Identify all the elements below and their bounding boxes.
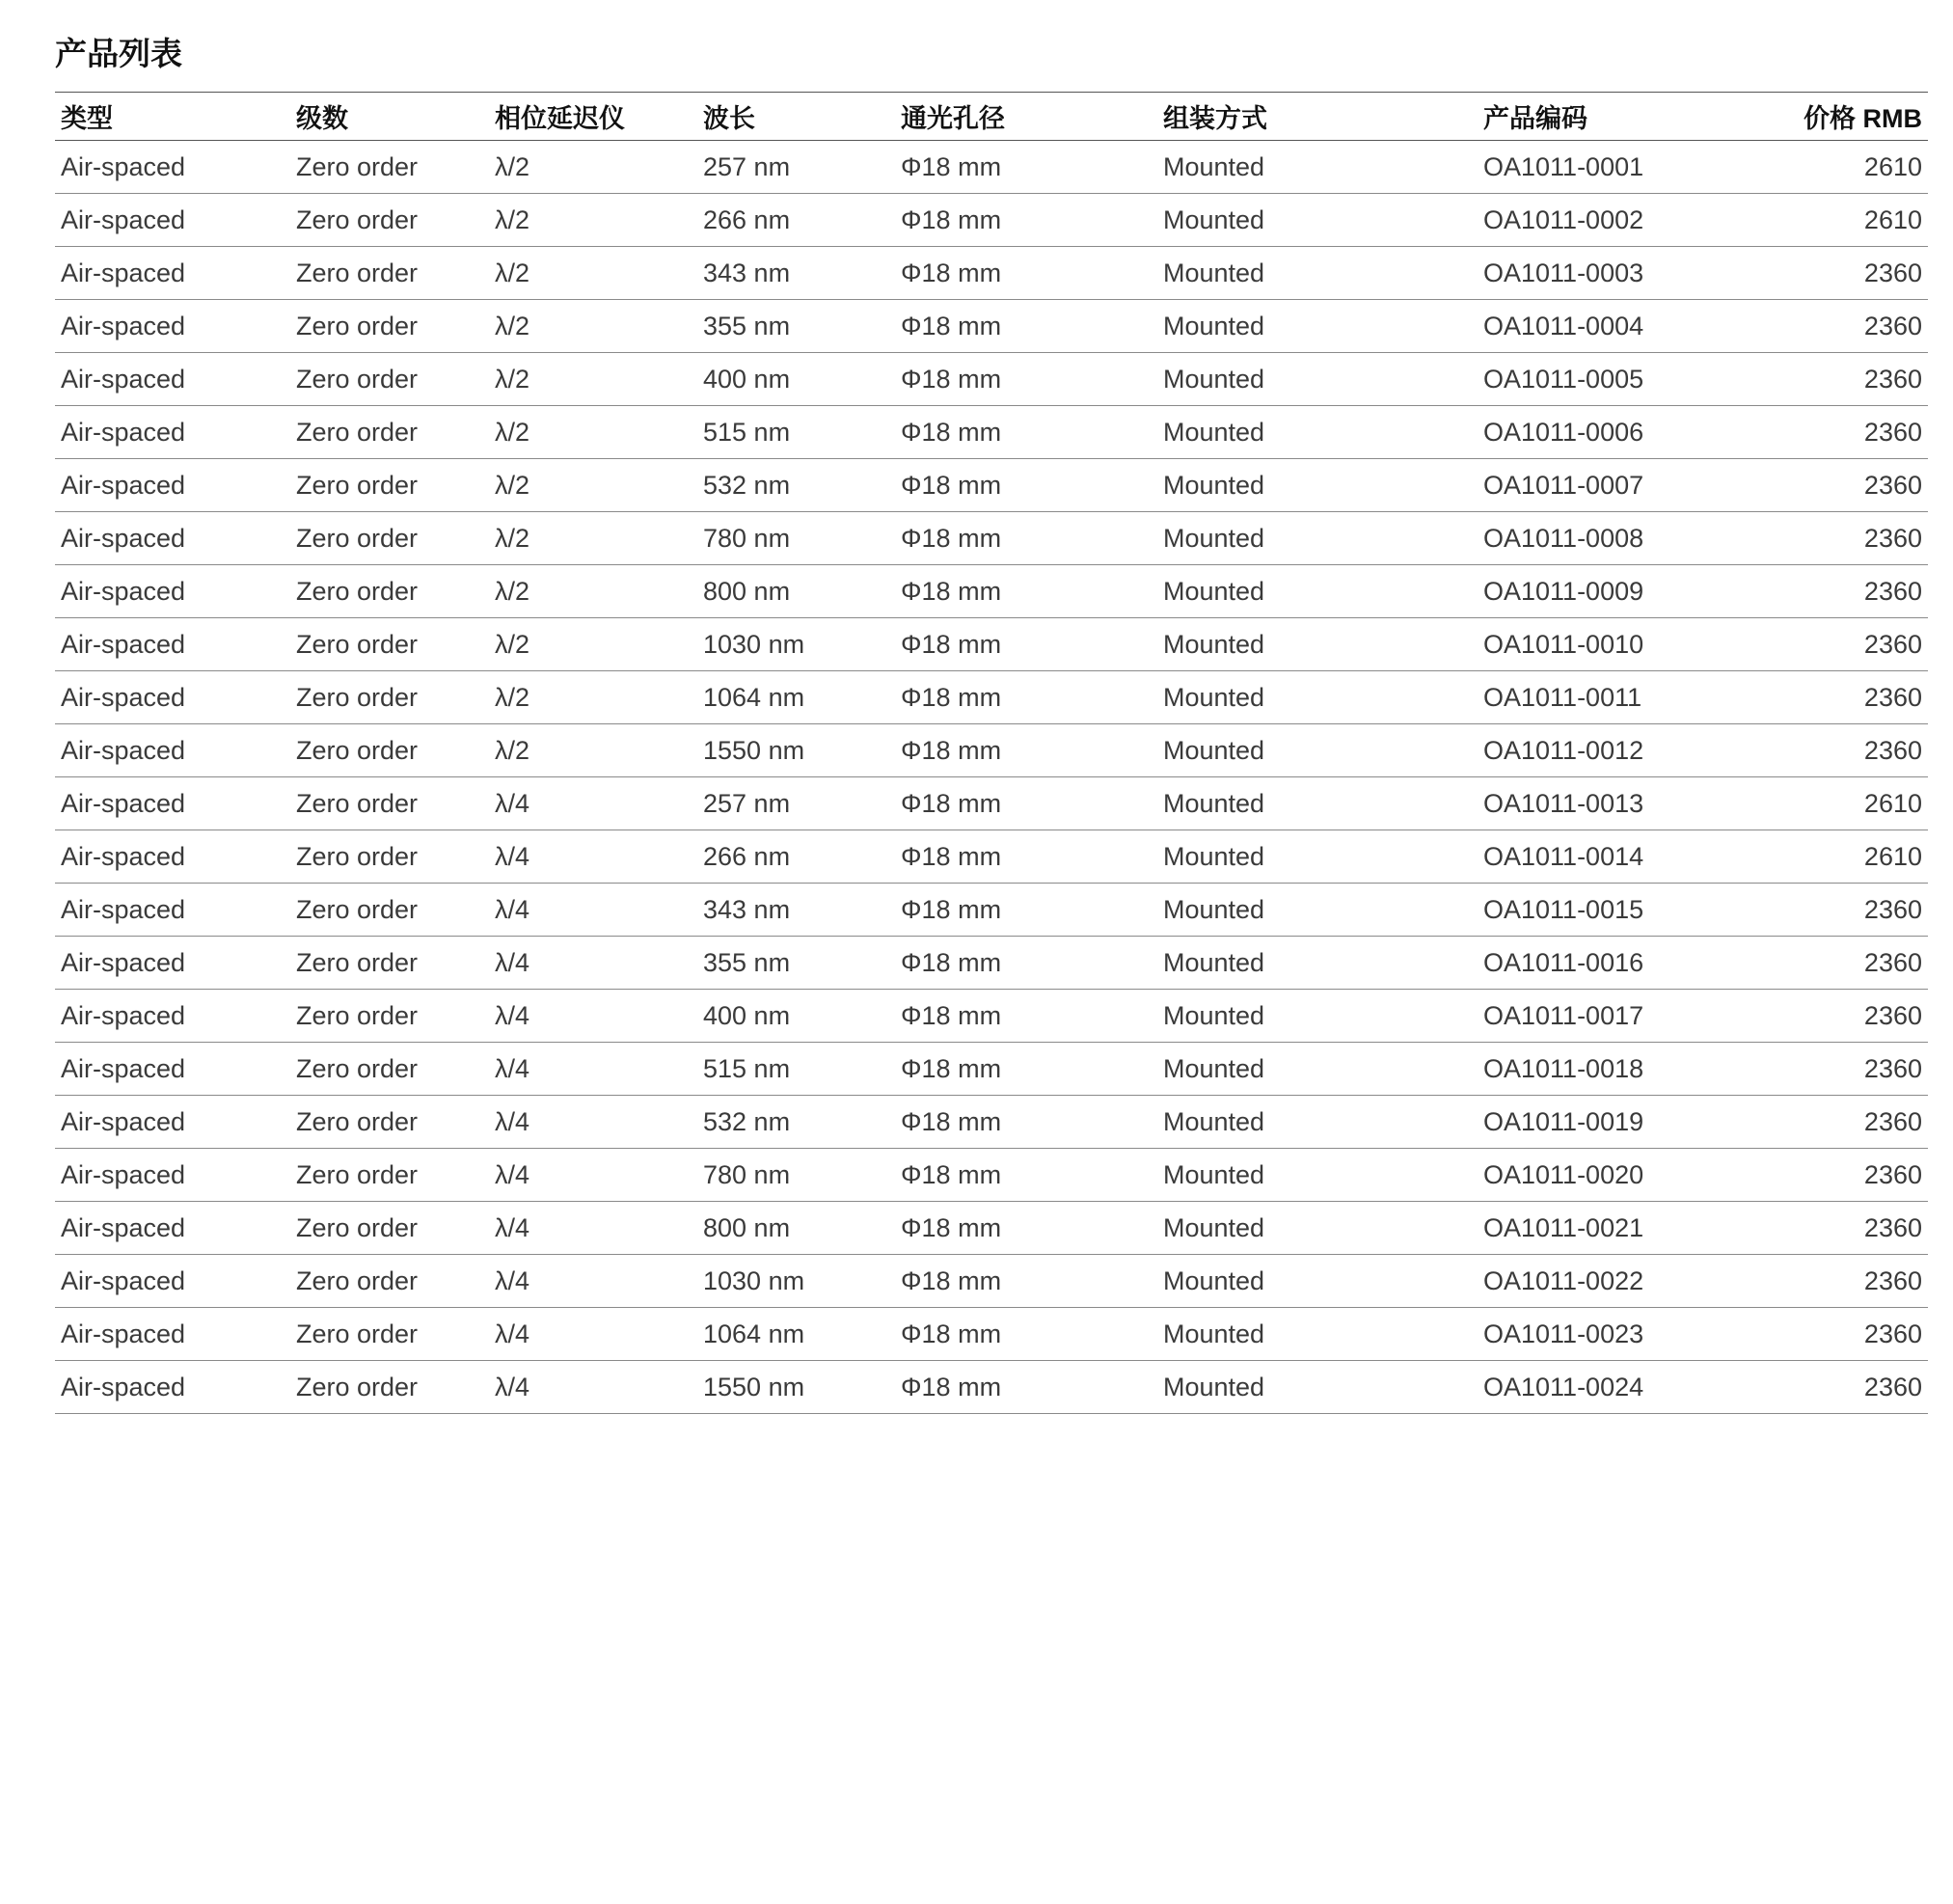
cell-wavelength: 343 nm <box>703 258 791 287</box>
cell-price: 2610 <box>1863 788 1922 818</box>
cell-mounting: Mounted <box>1163 576 1265 606</box>
cell-type: Air-spaced <box>61 1106 186 1136</box>
cell-clear-aperture: Φ18 mm <box>901 1159 1002 1189</box>
cell-wavelength: 1550 nm <box>703 735 805 765</box>
cell-clear-aperture: Φ18 mm <box>901 735 1002 765</box>
header-mounting: 组装方式 <box>1163 104 1267 133</box>
cell-product-code: OA1011-0017 <box>1483 1000 1644 1030</box>
cell-retardation: λ/4 <box>495 1212 530 1242</box>
cell-mounting: Mounted <box>1163 258 1265 287</box>
cell-order: Zero order <box>296 151 419 181</box>
product-table-container <box>55 92 1928 1414</box>
cell-type: Air-spaced <box>61 204 186 234</box>
cell-mounting: Mounted <box>1163 788 1265 818</box>
cell-type: Air-spaced <box>61 788 186 818</box>
cell-order: Zero order <box>296 894 419 924</box>
cell-price: 2610 <box>1863 151 1922 181</box>
cell-clear-aperture: Φ18 mm <box>901 576 1002 606</box>
cell-wavelength: 780 nm <box>703 1159 791 1189</box>
cell-product-code: OA1011-0007 <box>1483 470 1644 500</box>
cell-retardation: λ/2 <box>495 311 530 340</box>
cell-product-code: OA1011-0013 <box>1483 788 1644 818</box>
cell-clear-aperture: Φ18 mm <box>901 1000 1002 1030</box>
cell-retardation: λ/2 <box>495 151 530 181</box>
cell-mounting: Mounted <box>1163 523 1265 553</box>
header-type: 类型 <box>61 104 113 133</box>
cell-clear-aperture: Φ18 mm <box>901 841 1002 871</box>
cell-wavelength: 532 nm <box>703 470 791 500</box>
cell-order: Zero order <box>296 629 419 659</box>
cell-type: Air-spaced <box>61 682 186 712</box>
cell-price: 2360 <box>1863 735 1922 765</box>
cell-mounting: Mounted <box>1163 204 1265 234</box>
cell-clear-aperture: Φ18 mm <box>901 1106 1002 1136</box>
cell-wavelength: 1030 nm <box>703 629 805 659</box>
cell-mounting: Mounted <box>1163 894 1265 924</box>
cell-retardation: λ/2 <box>495 204 530 234</box>
table-row <box>55 1308 1928 1361</box>
cell-clear-aperture: Φ18 mm <box>901 788 1002 818</box>
cell-wavelength: 355 nm <box>703 311 791 340</box>
table-row <box>55 406 1928 459</box>
table-row <box>55 937 1928 990</box>
header-order: 级数 <box>296 104 348 133</box>
cell-wavelength: 266 nm <box>703 204 791 234</box>
cell-mounting: Mounted <box>1163 1000 1265 1030</box>
cell-type: Air-spaced <box>61 894 186 924</box>
cell-product-code: OA1011-0003 <box>1483 258 1644 287</box>
table-row <box>55 1149 1928 1202</box>
cell-price: 2360 <box>1863 258 1922 287</box>
cell-product-code: OA1011-0009 <box>1483 576 1644 606</box>
cell-order: Zero order <box>296 417 419 447</box>
cell-price: 2360 <box>1863 629 1922 659</box>
cell-mounting: Mounted <box>1163 1106 1265 1136</box>
cell-wavelength: 257 nm <box>703 151 791 181</box>
cell-retardation: λ/4 <box>495 1053 530 1083</box>
cell-order: Zero order <box>296 1106 419 1136</box>
table-row <box>55 565 1928 618</box>
cell-retardation: λ/4 <box>495 1106 530 1136</box>
cell-clear-aperture: Φ18 mm <box>901 311 1002 340</box>
table-row <box>55 777 1928 830</box>
cell-retardation: λ/4 <box>495 1159 530 1189</box>
cell-mounting: Mounted <box>1163 841 1265 871</box>
table-row <box>55 830 1928 884</box>
cell-order: Zero order <box>296 1319 419 1348</box>
table-row <box>55 300 1928 353</box>
cell-clear-aperture: Φ18 mm <box>901 894 1002 924</box>
cell-mounting: Mounted <box>1163 735 1265 765</box>
cell-retardation: λ/2 <box>495 682 530 712</box>
cell-type: Air-spaced <box>61 576 186 606</box>
cell-retardation: λ/2 <box>495 735 530 765</box>
cell-retardation: λ/4 <box>495 947 530 977</box>
header-row <box>55 93 1928 141</box>
cell-price: 2610 <box>1863 204 1922 234</box>
cell-wavelength: 515 nm <box>703 417 791 447</box>
table-row <box>55 247 1928 300</box>
cell-price: 2360 <box>1863 682 1922 712</box>
table-row <box>55 671 1928 724</box>
product-table <box>55 92 1928 1414</box>
cell-order: Zero order <box>296 470 419 500</box>
cell-mounting: Mounted <box>1163 1372 1265 1401</box>
cell-clear-aperture: Φ18 mm <box>901 523 1002 553</box>
cell-order: Zero order <box>296 311 419 340</box>
cell-clear-aperture: Φ18 mm <box>901 682 1002 712</box>
cell-order: Zero order <box>296 1212 419 1242</box>
cell-product-code: OA1011-0010 <box>1483 629 1644 659</box>
cell-wavelength: 800 nm <box>703 576 791 606</box>
cell-type: Air-spaced <box>61 417 186 447</box>
header-product-code: 产品编码 <box>1483 104 1587 133</box>
cell-retardation: λ/2 <box>495 364 530 394</box>
cell-wavelength: 780 nm <box>703 523 791 553</box>
table-row <box>55 194 1928 247</box>
table-row <box>55 618 1928 671</box>
cell-product-code: OA1011-0018 <box>1483 1053 1644 1083</box>
cell-clear-aperture: Φ18 mm <box>901 1212 1002 1242</box>
cell-mounting: Mounted <box>1163 947 1265 977</box>
cell-clear-aperture: Φ18 mm <box>901 417 1002 447</box>
cell-mounting: Mounted <box>1163 151 1265 181</box>
cell-retardation: λ/2 <box>495 523 530 553</box>
cell-clear-aperture: Φ18 mm <box>901 470 1002 500</box>
table-row <box>55 1361 1928 1414</box>
cell-product-code: OA1011-0024 <box>1483 1372 1644 1401</box>
table-row <box>55 141 1928 194</box>
cell-price: 2360 <box>1863 470 1922 500</box>
cell-clear-aperture: Φ18 mm <box>901 151 1002 181</box>
cell-mounting: Mounted <box>1163 1319 1265 1348</box>
cell-clear-aperture: Φ18 mm <box>901 258 1002 287</box>
cell-type: Air-spaced <box>61 1265 186 1295</box>
cell-product-code: OA1011-0011 <box>1483 682 1642 712</box>
cell-order: Zero order <box>296 735 419 765</box>
cell-price: 2360 <box>1863 947 1922 977</box>
cell-price: 2360 <box>1863 523 1922 553</box>
cell-retardation: λ/4 <box>495 841 530 871</box>
cell-retardation: λ/4 <box>495 894 530 924</box>
cell-product-code: OA1011-0012 <box>1483 735 1644 765</box>
cell-type: Air-spaced <box>61 841 186 871</box>
cell-type: Air-spaced <box>61 1212 186 1242</box>
cell-wavelength: 355 nm <box>703 947 791 977</box>
cell-clear-aperture: Φ18 mm <box>901 364 1002 394</box>
cell-price: 2360 <box>1863 1265 1922 1295</box>
cell-price: 2610 <box>1863 841 1922 871</box>
cell-mounting: Mounted <box>1163 629 1265 659</box>
cell-order: Zero order <box>296 576 419 606</box>
cell-retardation: λ/2 <box>495 417 530 447</box>
cell-price: 2360 <box>1863 894 1922 924</box>
cell-product-code: OA1011-0008 <box>1483 523 1644 553</box>
cell-type: Air-spaced <box>61 470 186 500</box>
cell-order: Zero order <box>296 841 419 871</box>
cell-order: Zero order <box>296 204 419 234</box>
cell-type: Air-spaced <box>61 1319 186 1348</box>
cell-product-code: OA1011-0022 <box>1483 1265 1644 1295</box>
cell-type: Air-spaced <box>61 258 186 287</box>
cell-price: 2360 <box>1863 1159 1922 1189</box>
cell-order: Zero order <box>296 258 419 287</box>
cell-wavelength: 400 nm <box>703 1000 791 1030</box>
cell-product-code: OA1011-0016 <box>1483 947 1644 977</box>
table-row <box>55 459 1928 512</box>
page-title: 产品列表 <box>55 36 182 71</box>
cell-type: Air-spaced <box>61 1053 186 1083</box>
cell-mounting: Mounted <box>1163 1159 1265 1189</box>
cell-wavelength: 532 nm <box>703 1106 791 1136</box>
cell-type: Air-spaced <box>61 947 186 977</box>
cell-wavelength: 1030 nm <box>703 1265 805 1295</box>
cell-clear-aperture: Φ18 mm <box>901 1053 1002 1083</box>
cell-mounting: Mounted <box>1163 417 1265 447</box>
cell-product-code: OA1011-0006 <box>1483 417 1644 447</box>
header-retardation: 相位延迟仪 <box>495 104 625 133</box>
table-row <box>55 724 1928 777</box>
cell-mounting: Mounted <box>1163 1053 1265 1083</box>
cell-order: Zero order <box>296 682 419 712</box>
cell-clear-aperture: Φ18 mm <box>901 1265 1002 1295</box>
cell-retardation: λ/2 <box>495 629 530 659</box>
table-row <box>55 512 1928 565</box>
cell-price: 2360 <box>1863 1212 1922 1242</box>
cell-clear-aperture: Φ18 mm <box>901 629 1002 659</box>
header-price: 价格 RMB <box>1804 104 1922 133</box>
table-row <box>55 884 1928 937</box>
cell-wavelength: 400 nm <box>703 364 791 394</box>
cell-type: Air-spaced <box>61 629 186 659</box>
cell-mounting: Mounted <box>1163 1265 1265 1295</box>
cell-wavelength: 257 nm <box>703 788 791 818</box>
cell-order: Zero order <box>296 947 419 977</box>
cell-wavelength: 1550 nm <box>703 1372 805 1401</box>
cell-type: Air-spaced <box>61 1159 186 1189</box>
cell-retardation: λ/2 <box>495 258 530 287</box>
table-row <box>55 353 1928 406</box>
cell-type: Air-spaced <box>61 523 186 553</box>
table-row <box>55 1043 1928 1096</box>
cell-retardation: λ/4 <box>495 1265 530 1295</box>
cell-price: 2360 <box>1863 1000 1922 1030</box>
cell-product-code: OA1011-0021 <box>1483 1212 1644 1242</box>
cell-wavelength: 800 nm <box>703 1212 791 1242</box>
cell-price: 2360 <box>1863 417 1922 447</box>
cell-type: Air-spaced <box>61 311 186 340</box>
cell-price: 2360 <box>1863 1372 1922 1401</box>
cell-mounting: Mounted <box>1163 311 1265 340</box>
cell-wavelength: 1064 nm <box>703 1319 805 1348</box>
cell-product-code: OA1011-0005 <box>1483 364 1644 394</box>
cell-type: Air-spaced <box>61 1000 186 1030</box>
cell-type: Air-spaced <box>61 151 186 181</box>
cell-type: Air-spaced <box>61 364 186 394</box>
table-header <box>55 93 1928 141</box>
cell-product-code: OA1011-0015 <box>1483 894 1644 924</box>
cell-order: Zero order <box>296 1159 419 1189</box>
cell-retardation: λ/4 <box>495 1372 530 1401</box>
cell-product-code: OA1011-0001 <box>1483 151 1644 181</box>
cell-order: Zero order <box>296 364 419 394</box>
cell-price: 2360 <box>1863 311 1922 340</box>
cell-clear-aperture: Φ18 mm <box>901 1372 1002 1401</box>
cell-product-code: OA1011-0020 <box>1483 1159 1644 1189</box>
cell-order: Zero order <box>296 1265 419 1295</box>
cell-mounting: Mounted <box>1163 682 1265 712</box>
cell-retardation: λ/2 <box>495 470 530 500</box>
cell-wavelength: 266 nm <box>703 841 791 871</box>
cell-retardation: λ/2 <box>495 576 530 606</box>
cell-price: 2360 <box>1863 1106 1922 1136</box>
cell-product-code: OA1011-0014 <box>1483 841 1644 871</box>
cell-product-code: OA1011-0004 <box>1483 311 1644 340</box>
cell-clear-aperture: Φ18 mm <box>901 1319 1002 1348</box>
cell-price: 2360 <box>1863 1319 1922 1348</box>
cell-mounting: Mounted <box>1163 364 1265 394</box>
cell-order: Zero order <box>296 788 419 818</box>
cell-retardation: λ/4 <box>495 1000 530 1030</box>
cell-type: Air-spaced <box>61 735 186 765</box>
cell-price: 2360 <box>1863 1053 1922 1083</box>
table-row <box>55 1202 1928 1255</box>
cell-wavelength: 343 nm <box>703 894 791 924</box>
cell-type: Air-spaced <box>61 1372 186 1401</box>
cell-order: Zero order <box>296 523 419 553</box>
cell-clear-aperture: Φ18 mm <box>901 947 1002 977</box>
cell-price: 2360 <box>1863 364 1922 394</box>
cell-clear-aperture: Φ18 mm <box>901 204 1002 234</box>
header-clear-aperture: 通光孔径 <box>901 104 1005 133</box>
cell-wavelength: 515 nm <box>703 1053 791 1083</box>
cell-wavelength: 1064 nm <box>703 682 805 712</box>
cell-order: Zero order <box>296 1053 419 1083</box>
cell-product-code: OA1011-0019 <box>1483 1106 1644 1136</box>
cell-mounting: Mounted <box>1163 1212 1265 1242</box>
cell-mounting: Mounted <box>1163 470 1265 500</box>
cell-retardation: λ/4 <box>495 1319 530 1348</box>
table-row <box>55 1096 1928 1149</box>
cell-price: 2360 <box>1863 576 1922 606</box>
cell-product-code: OA1011-0023 <box>1483 1319 1644 1348</box>
cell-product-code: OA1011-0002 <box>1483 204 1644 234</box>
cell-order: Zero order <box>296 1000 419 1030</box>
table-row <box>55 990 1928 1043</box>
table-body <box>55 141 1928 1414</box>
header-wavelength: 波长 <box>703 104 755 133</box>
cell-retardation: λ/4 <box>495 788 530 818</box>
table-row <box>55 1255 1928 1308</box>
cell-order: Zero order <box>296 1372 419 1401</box>
